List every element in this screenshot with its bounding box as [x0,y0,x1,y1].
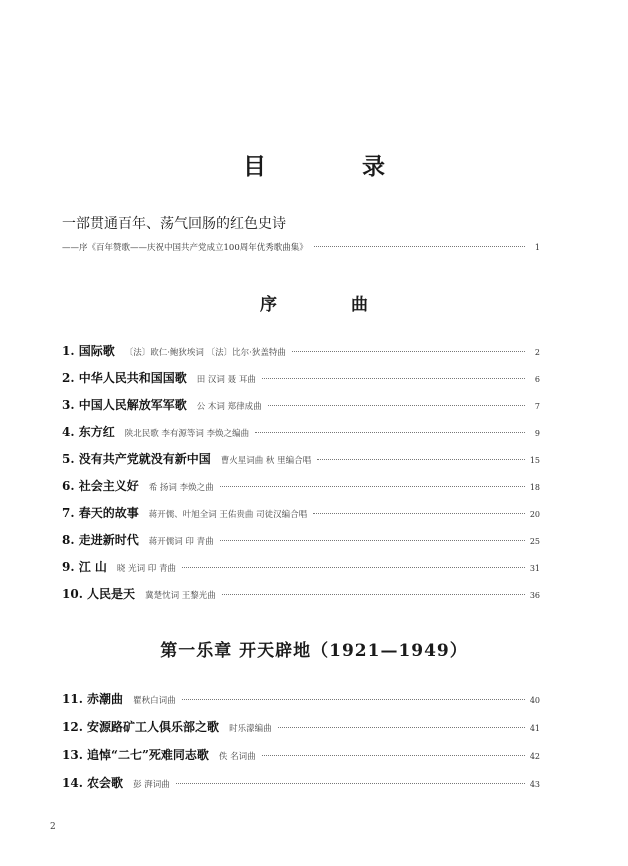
page-ref: 18 [529,483,540,492]
preface-entry[interactable] [62,241,540,253]
dot-leader [313,513,525,514]
page-ref: 42 [529,752,540,761]
toc-entry[interactable] [62,396,540,413]
entry-title: 10. 人民是天 [62,587,136,601]
preface-title: 一部贯通百年、荡气回肠的红色史诗 [62,216,286,232]
page-number: 2 [50,822,56,832]
dot-leader [292,351,525,352]
toc-entry[interactable] [62,585,540,602]
entry-title: 12. 安源路矿工人俱乐部之歌 [62,720,220,734]
dot-leader [317,459,525,460]
entry-credit: 田 汉词 聂 耳曲 [196,375,256,385]
preface-subtitle: ——序《百年赞歌——庆祝中国共产党成立100周年优秀歌曲集》 [62,243,308,253]
page-ref: 6 [534,375,540,384]
entry-credit: 瞿秋白词曲 [133,696,176,706]
toc-entry[interactable] [62,423,540,440]
page-ref: 9 [534,429,540,438]
entry-title: 6. 社会主义好 [62,479,139,493]
entry-title: 14. 农会歌 [62,776,124,790]
dot-leader [176,783,525,784]
entry-credit: 希 扬词 李焕之曲 [148,483,214,493]
toc-entry[interactable] [62,690,540,707]
dot-leader [220,486,525,487]
dot-leader [182,699,525,700]
entry-title: 11. 赤潮曲 [62,692,124,706]
entry-title: 2. 中华人民共和国国歌 [62,371,187,385]
page-ref: 36 [529,591,540,600]
entry-credit: 彭 湃词曲 [133,780,170,790]
entry-credit: 曹火星词曲 秋 里编合唱 [220,456,312,466]
section-heading-chapter-1: 第一乐章 开天辟地（1921—1949） [160,641,468,661]
page-ref: 20 [529,510,540,519]
page-ref: 41 [529,724,540,733]
dot-leader [278,727,525,728]
entry-title: 4. 东方红 [62,425,115,439]
toc-entry[interactable] [62,369,540,386]
toc-entry[interactable] [62,746,540,763]
section-heading-prelude: 序 曲 [260,295,402,315]
entry-credit: 蒋开儒词 印 青曲 [148,537,214,547]
entry-title: 8. 走进新时代 [62,533,139,547]
toc-entry[interactable] [62,774,540,791]
toc-entry[interactable] [62,450,540,467]
entry-title: 7. 春天的故事 [62,506,139,520]
entry-title: 3. 中国人民解放军军歌 [62,398,187,412]
entry-credit: 蒋开儒、叶旭全词 王佑贵曲 司徒汉编合唱 [148,510,308,520]
entry-title: 9. 江 山 [62,560,107,574]
entry-credit: 〔法〕欧仁·鲍狄埃词 〔法〕比尔·狄盖特曲 [124,348,286,358]
toc-entry[interactable] [62,342,540,359]
page-ref: 2 [534,348,540,357]
dot-leader [262,755,525,756]
page-ref: 15 [529,456,540,465]
dot-leader [314,246,525,247]
page-ref: 1 [534,243,540,252]
toc-entry[interactable] [62,718,540,735]
entry-credit: 公 木词 郑律成曲 [196,402,262,412]
dot-leader [222,594,525,595]
page-ref: 40 [529,696,540,705]
entry-title: 1. 国际歌 [62,344,115,358]
toc-entry[interactable] [62,477,540,494]
page-title: 目 录 [242,153,429,180]
page-ref: 43 [529,780,540,789]
entry-credit: 佚 名词曲 [218,752,256,762]
entry-title: 13. 追悼“二七”死难同志歌 [62,748,209,762]
toc-entry[interactable] [62,558,540,575]
toc-entry[interactable] [62,504,540,521]
entry-credit: 晓 光词 印 青曲 [116,564,176,574]
dot-leader [262,378,525,379]
entry-credit: 陕北民歌 李有源等词 李焕之编曲 [124,429,250,439]
page-ref: 31 [529,564,540,573]
dot-leader [182,567,525,568]
dot-leader [220,540,525,541]
page-ref: 25 [529,537,540,546]
entry-credit: 冀楚忱词 王黎光曲 [145,591,216,601]
page-ref: 7 [534,402,540,411]
dot-leader [255,432,525,433]
toc-entry[interactable] [62,531,540,548]
dot-leader [268,405,525,406]
entry-title: 5. 没有共产党就没有新中国 [62,452,211,466]
entry-credit: 时乐濛编曲 [229,724,272,734]
